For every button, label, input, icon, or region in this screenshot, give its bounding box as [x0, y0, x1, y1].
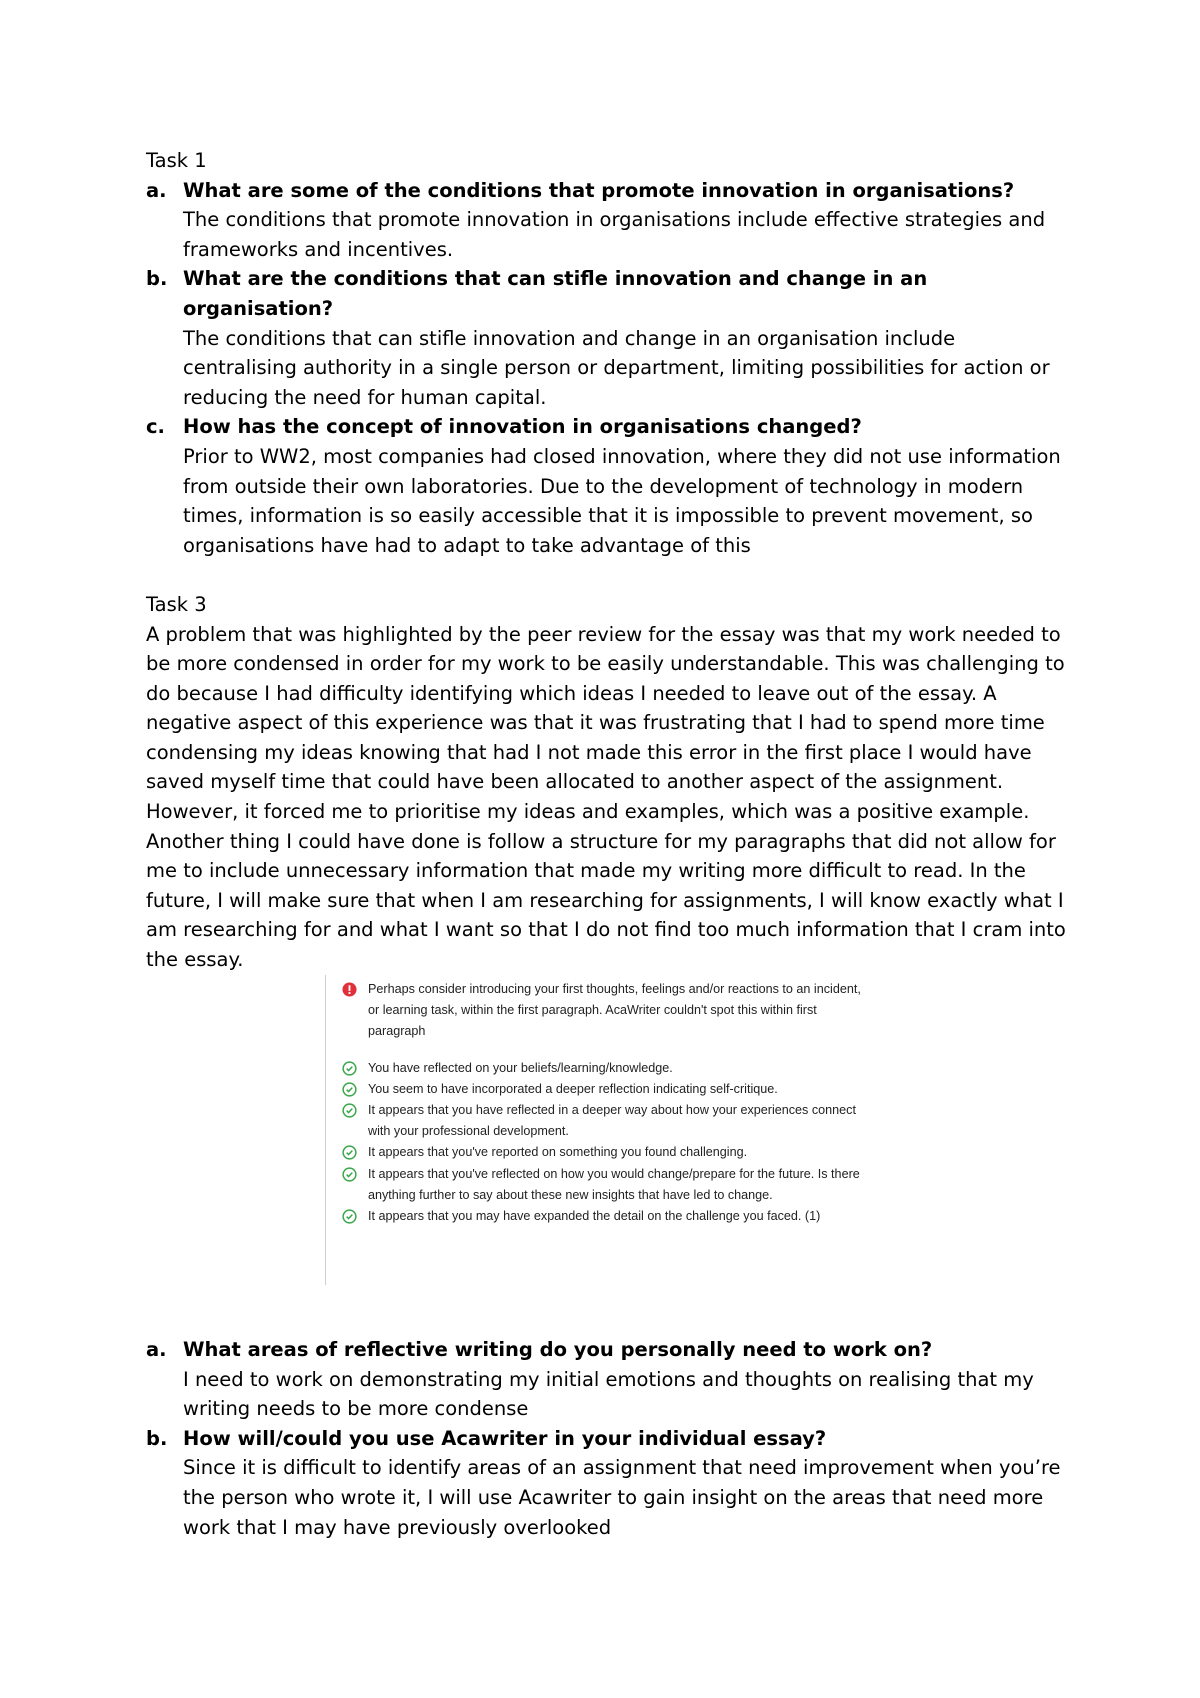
acawriter-feedback-image	[325, 975, 866, 1285]
item-letter: a.	[146, 178, 167, 202]
task1-heading: Task 1	[146, 149, 207, 172]
task3-questions-section	[146, 1335, 1066, 1542]
task3-item-b	[146, 1424, 1066, 1542]
question-text: What are the conditions that can stifle innovation and change in an organisation?	[183, 267, 928, 320]
answer-text: The conditions that can stifle innovation and change in an organisation include centralising authority in a single person or department, limiting possibilities for action or reducing the need for human capital.	[183, 326, 1050, 409]
feedback-check-item	[326, 1164, 866, 1206]
item-letter: a.	[146, 1338, 167, 1361]
item-letter: b.	[146, 1426, 168, 1450]
task1-item-a	[146, 176, 1066, 265]
feedback-warning-text: Perhaps consider introducing your first thoughts, feelings and/or reactions to an incident, or learning task, within the first paragraph. AcaWriter couldn't spot this within first paragraph	[368, 982, 861, 1039]
answer-text: Since it is difficult to identify areas of an assignment that need improvement when you’re the person who wrote it, I will use Acawriter to gain insight on the areas that need more work that I may have previously overlooked	[183, 1456, 1061, 1539]
alert-circle-icon	[342, 982, 357, 997]
task3-questions	[146, 1335, 1066, 1542]
task3-item-a	[146, 1335, 1066, 1424]
check-circle-icon	[342, 1103, 357, 1118]
feedback-warning	[326, 979, 866, 1043]
item-letter: b.	[146, 267, 168, 291]
feedback-check-text: It appears that you've reported on something you found challenging.	[368, 1145, 748, 1160]
question-text: How will/could you use Acawriter in your individual essay?	[183, 1426, 827, 1450]
feedback-check-text: It appears that you've reflected on how you would change/prepare for the future. Is there anything further to say about these new insights that have led to change.	[368, 1166, 860, 1202]
feedback-check-list	[326, 1058, 866, 1228]
task1-item-c	[146, 412, 1066, 560]
task1-item-b	[146, 264, 1066, 412]
feedback-check-text: It appears that you may have expanded the detail on the challenge you faced. (1)	[368, 1209, 821, 1224]
item-letter: c.	[146, 415, 165, 439]
answer-text: I need to work on demonstrating my initial emotions and thoughts on realising that my writing needs to be more condense	[183, 1367, 1034, 1421]
question-text: What are some of the conditions that promote innovation in organisations?	[183, 178, 1015, 202]
check-circle-icon	[342, 1167, 357, 1182]
feedback-check-text: You seem to have incorporated a deeper reflection indicating self-critique.	[368, 1081, 778, 1096]
answer-text: Prior to WW2, most companies had closed innovation, where they did not use information from outside their own laboratories. Due to the development of technology in modern times, information is so easily accessible that it is impossible to prevent movement, so organisations have had to adapt to take advantage of this	[183, 444, 1061, 557]
feedback-check-text: It appears that you have reflected in a deeper way about how your experiences connect with your professional development.	[368, 1103, 856, 1139]
question-text: What areas of reflective writing do you personally need to work on?	[183, 1338, 933, 1361]
check-circle-icon	[342, 1082, 357, 1097]
document-body	[146, 146, 1066, 975]
check-circle-icon	[342, 1209, 357, 1224]
check-circle-icon	[342, 1145, 357, 1160]
task3-heading: Task 3	[146, 592, 207, 616]
check-circle-icon	[342, 1061, 357, 1076]
feedback-check-item	[326, 1142, 866, 1163]
task3-paragraph: A problem that was highlighted by the peer review for the essay was that my work needed to be more condensed in order for my work to be easily understandable. This was challenging to do because I had difficulty identifying which ideas I needed to leave out of the essay. A negative aspect of this experience was that it was frustrating that I had to spend more time condensing my ideas knowing that had I not made this error in the first place I would have saved myself time that could have been allocated to another aspect of the assignment. However, it forced me to prioritise my ideas and examples, which was a positive example. Another thing I could have done is follow a structure for my paragraphs that did not allow for me to include unnecessary information that made my writing more difficult to read. In the future, I will make sure that when I am researching for assignments, I will know exactly what I am researching for and what I want so that I do not find too much information that I cram into the essay.	[146, 622, 1066, 972]
feedback-check-item	[326, 1100, 866, 1142]
question-text: How has the concept of innovation in organisations changed?	[183, 415, 862, 439]
feedback-check-item	[326, 1079, 866, 1100]
feedback-check-item	[326, 1058, 866, 1079]
feedback-check-item	[326, 1206, 866, 1227]
feedback-check-text: You have reflected on your beliefs/learning/knowledge.	[368, 1060, 673, 1075]
task1-questions	[146, 176, 1066, 561]
answer-text: The conditions that promote innovation in organisations include effective strategies and frameworks and incentives.	[183, 208, 1046, 261]
